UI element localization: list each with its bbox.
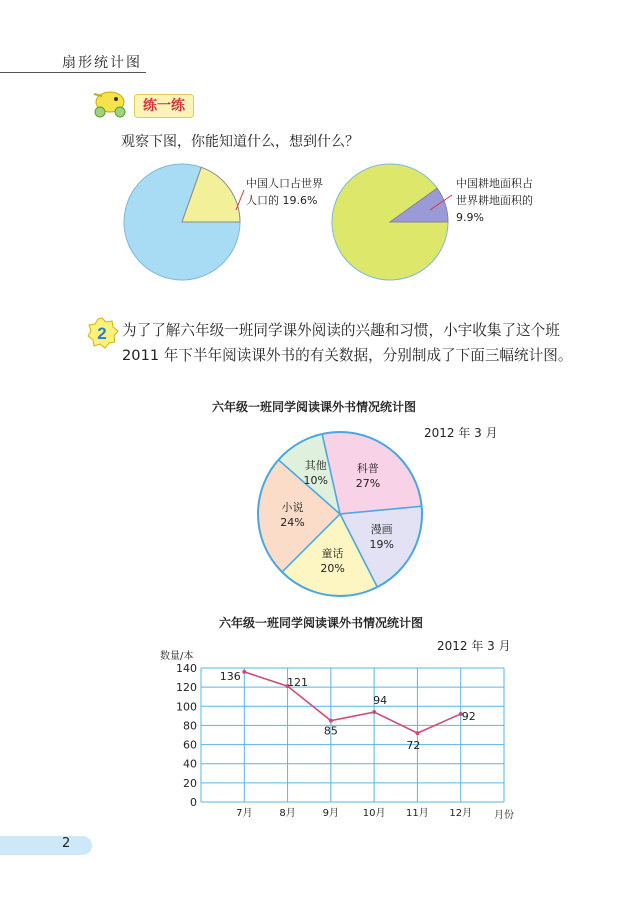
pie-slice-category: 童话 (321, 546, 344, 560)
pie-slice-value: 24% (280, 516, 305, 530)
problem-number: 2 (97, 324, 107, 343)
data-label: 94 (373, 694, 388, 708)
line-chart-title: 六年级一班同学阅读课外书情况统计图 (219, 616, 424, 630)
pie-slice-category: 其他 (304, 459, 327, 473)
x-tick-label: 12月 (449, 808, 473, 819)
pie-chart-date: 2012 年 3 月 (424, 426, 498, 440)
x-tick-label: 9月 (322, 808, 340, 819)
page-number: 2 (62, 836, 71, 851)
y-tick-label: 120 (176, 681, 197, 695)
pie-chart-title: 六年级一班同学阅读课外书情况统计图 (212, 400, 417, 414)
data-label: 121 (287, 676, 309, 690)
farmland-pie-label-line2: 世界耕地面积的 (456, 194, 533, 207)
pie-slice-value: 20% (320, 561, 345, 575)
data-line (244, 672, 460, 733)
y-tick-label: 0 (190, 796, 197, 809)
pie-slice-value: 19% (369, 537, 394, 551)
data-label: 136 (219, 669, 241, 683)
pie-slice-value: 10% (303, 474, 329, 488)
x-tick-label: 11月 (406, 808, 429, 819)
pie-slice-category: 科普 (356, 461, 379, 475)
y-axis-label: 数量/本 (160, 651, 194, 662)
pie-slice-value: 27% (355, 476, 381, 490)
pie-slice-category: 小说 (281, 501, 304, 515)
x-axis-label: 月份 (494, 810, 514, 821)
y-tick-label: 40 (183, 757, 197, 771)
data-point (242, 670, 246, 674)
line-chart-date: 2012 年 3 月 (437, 639, 511, 653)
data-label: 72 (406, 739, 421, 753)
population-pie-label-line1: 中国人口占世界 (246, 177, 323, 190)
farmland-pie-label-line3: 9.9% (456, 211, 484, 224)
data-point (415, 731, 419, 735)
y-tick-label: 140 (176, 662, 197, 675)
x-tick-label: 8月 (279, 808, 296, 819)
population-pie-label-line2: 人口的 19.6% (246, 194, 318, 207)
pie-slice-category: 漫画 (370, 522, 393, 536)
data-point (329, 719, 333, 723)
exercise-question: 观察下图，你能知道什么，想到什么？ (121, 134, 359, 150)
y-tick-label: 60 (183, 738, 197, 752)
x-tick-label: 7月 (236, 808, 253, 819)
data-label: 92 (461, 709, 476, 723)
y-tick-label: 100 (176, 700, 197, 714)
y-tick-label: 80 (183, 719, 197, 733)
section-title: 扇形统计图 (62, 55, 142, 71)
practice-label: 练一练 (134, 94, 194, 118)
x-tick-label: 10月 (362, 808, 386, 819)
problem-text: 为了了解六年级一班同学课外阅读的兴趣和习惯，小宇收集了这个班 2011 年下半年阅读课外书的有关数据，分别制成了下面三幅统计图。 (122, 322, 573, 364)
data-point (372, 710, 376, 714)
page-number-tab (0, 836, 92, 855)
data-label: 85 (323, 724, 338, 738)
y-tick-label: 20 (183, 776, 197, 790)
farmland-pie-label-line1: 中国耕地面积占 (456, 177, 533, 190)
